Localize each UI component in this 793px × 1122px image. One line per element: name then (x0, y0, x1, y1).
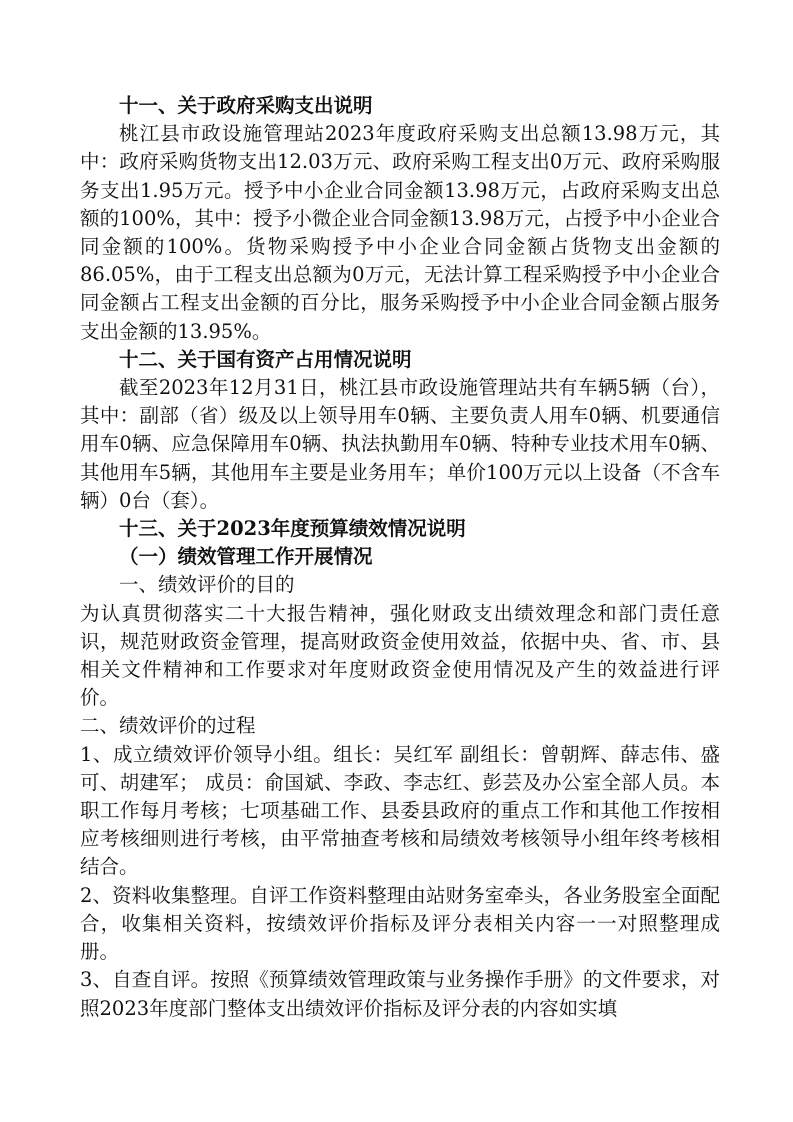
section-13-item-1-body: 为认真贯彻落实二十大报告精神，强化财政支出绩效理念和部门责任意识，规范财政资金管理，提高财政资金使用效益，依据中央、省、市、县相关文件精神和工作要求对年度财政资金使用情况及产生的效益进行评价。 (80, 601, 720, 710)
section-12-body: 截至2023年12月31日，桃江县市政设施管理站共有车辆5辆（台），其中：副部（省）级及以上领导用车0辆、主要负责人用车0辆、机要通信用车0辆、应急保障用车0辆、执法执勤用车0辆、特种专业技术用车0辆、其他用车5辆，其他用车主要是业务用车；单价100万元以上设备（不含车辆）0台（套）。 (80, 376, 720, 512)
section-13-step-1: 1、成立绩效评价领导小组。组长：吴红军 副组长：曾朝辉、薛志伟、盛可、胡建军； 成员：俞国斌、李政、李志红、彭芸及办公室全部人员。本职工作每月考核；七项基础工作、县委县政府的重点工作和其他工作按相应考核细则进行考核，由平常抽查考核和局绩效考核领导小组年终考核相结合。 (80, 742, 720, 879)
section-13-step-3: 3、自查自评。按照《预算绩效管理政策与业务操作手册》的文件要求，对照2023年度部门整体支出绩效评价指标及评分表的内容如实填 (80, 968, 720, 1020)
section-13-item-1: 一、绩效评价的目的 (119, 573, 295, 597)
section-13-item-2: 二、绩效评价的过程 (80, 714, 256, 738)
section-12-title: 十二、关于国有资产占用情况说明 (119, 347, 412, 371)
section-13-step-2: 2、资料收集整理。自评工作资料整理由站财务室牵头，各业务股室全面配合，收集相关资料，按绩效评价指标及评分表相关内容一一对照整理成册。 (80, 883, 720, 964)
document-page (80, 92, 720, 1023)
section-13-subtitle-1: （一）绩效管理工作开展情况 (119, 545, 373, 569)
section-13-title: 十三、关于2023年度预算绩效情况说明 (119, 517, 466, 541)
section-11-title: 十一、关于政府采购支出说明 (119, 94, 373, 117)
section-11-body: 桃江县市政设施管理站2023年度政府采购支出总额13.98万元，其中：政府采购货物支出12.03万元、政府采购工程支出0万元、政府采购服务支出1.95万元。授予中小企业合同金额13.98万元，占政府采购支出总额的100%，其中：授予小微企业合同金额13.98万元，占授予中小企业合同金额的100%。货物采购授予中小企业合同金额占货物支出金额的86.05%，由于工程支出总额为0万元，无法计算工程采购授予中小企业合同金额占工程支出金额的百分比，服务采购授予中小企业合同金额占服务支出金额的13.95%。 (80, 122, 720, 343)
